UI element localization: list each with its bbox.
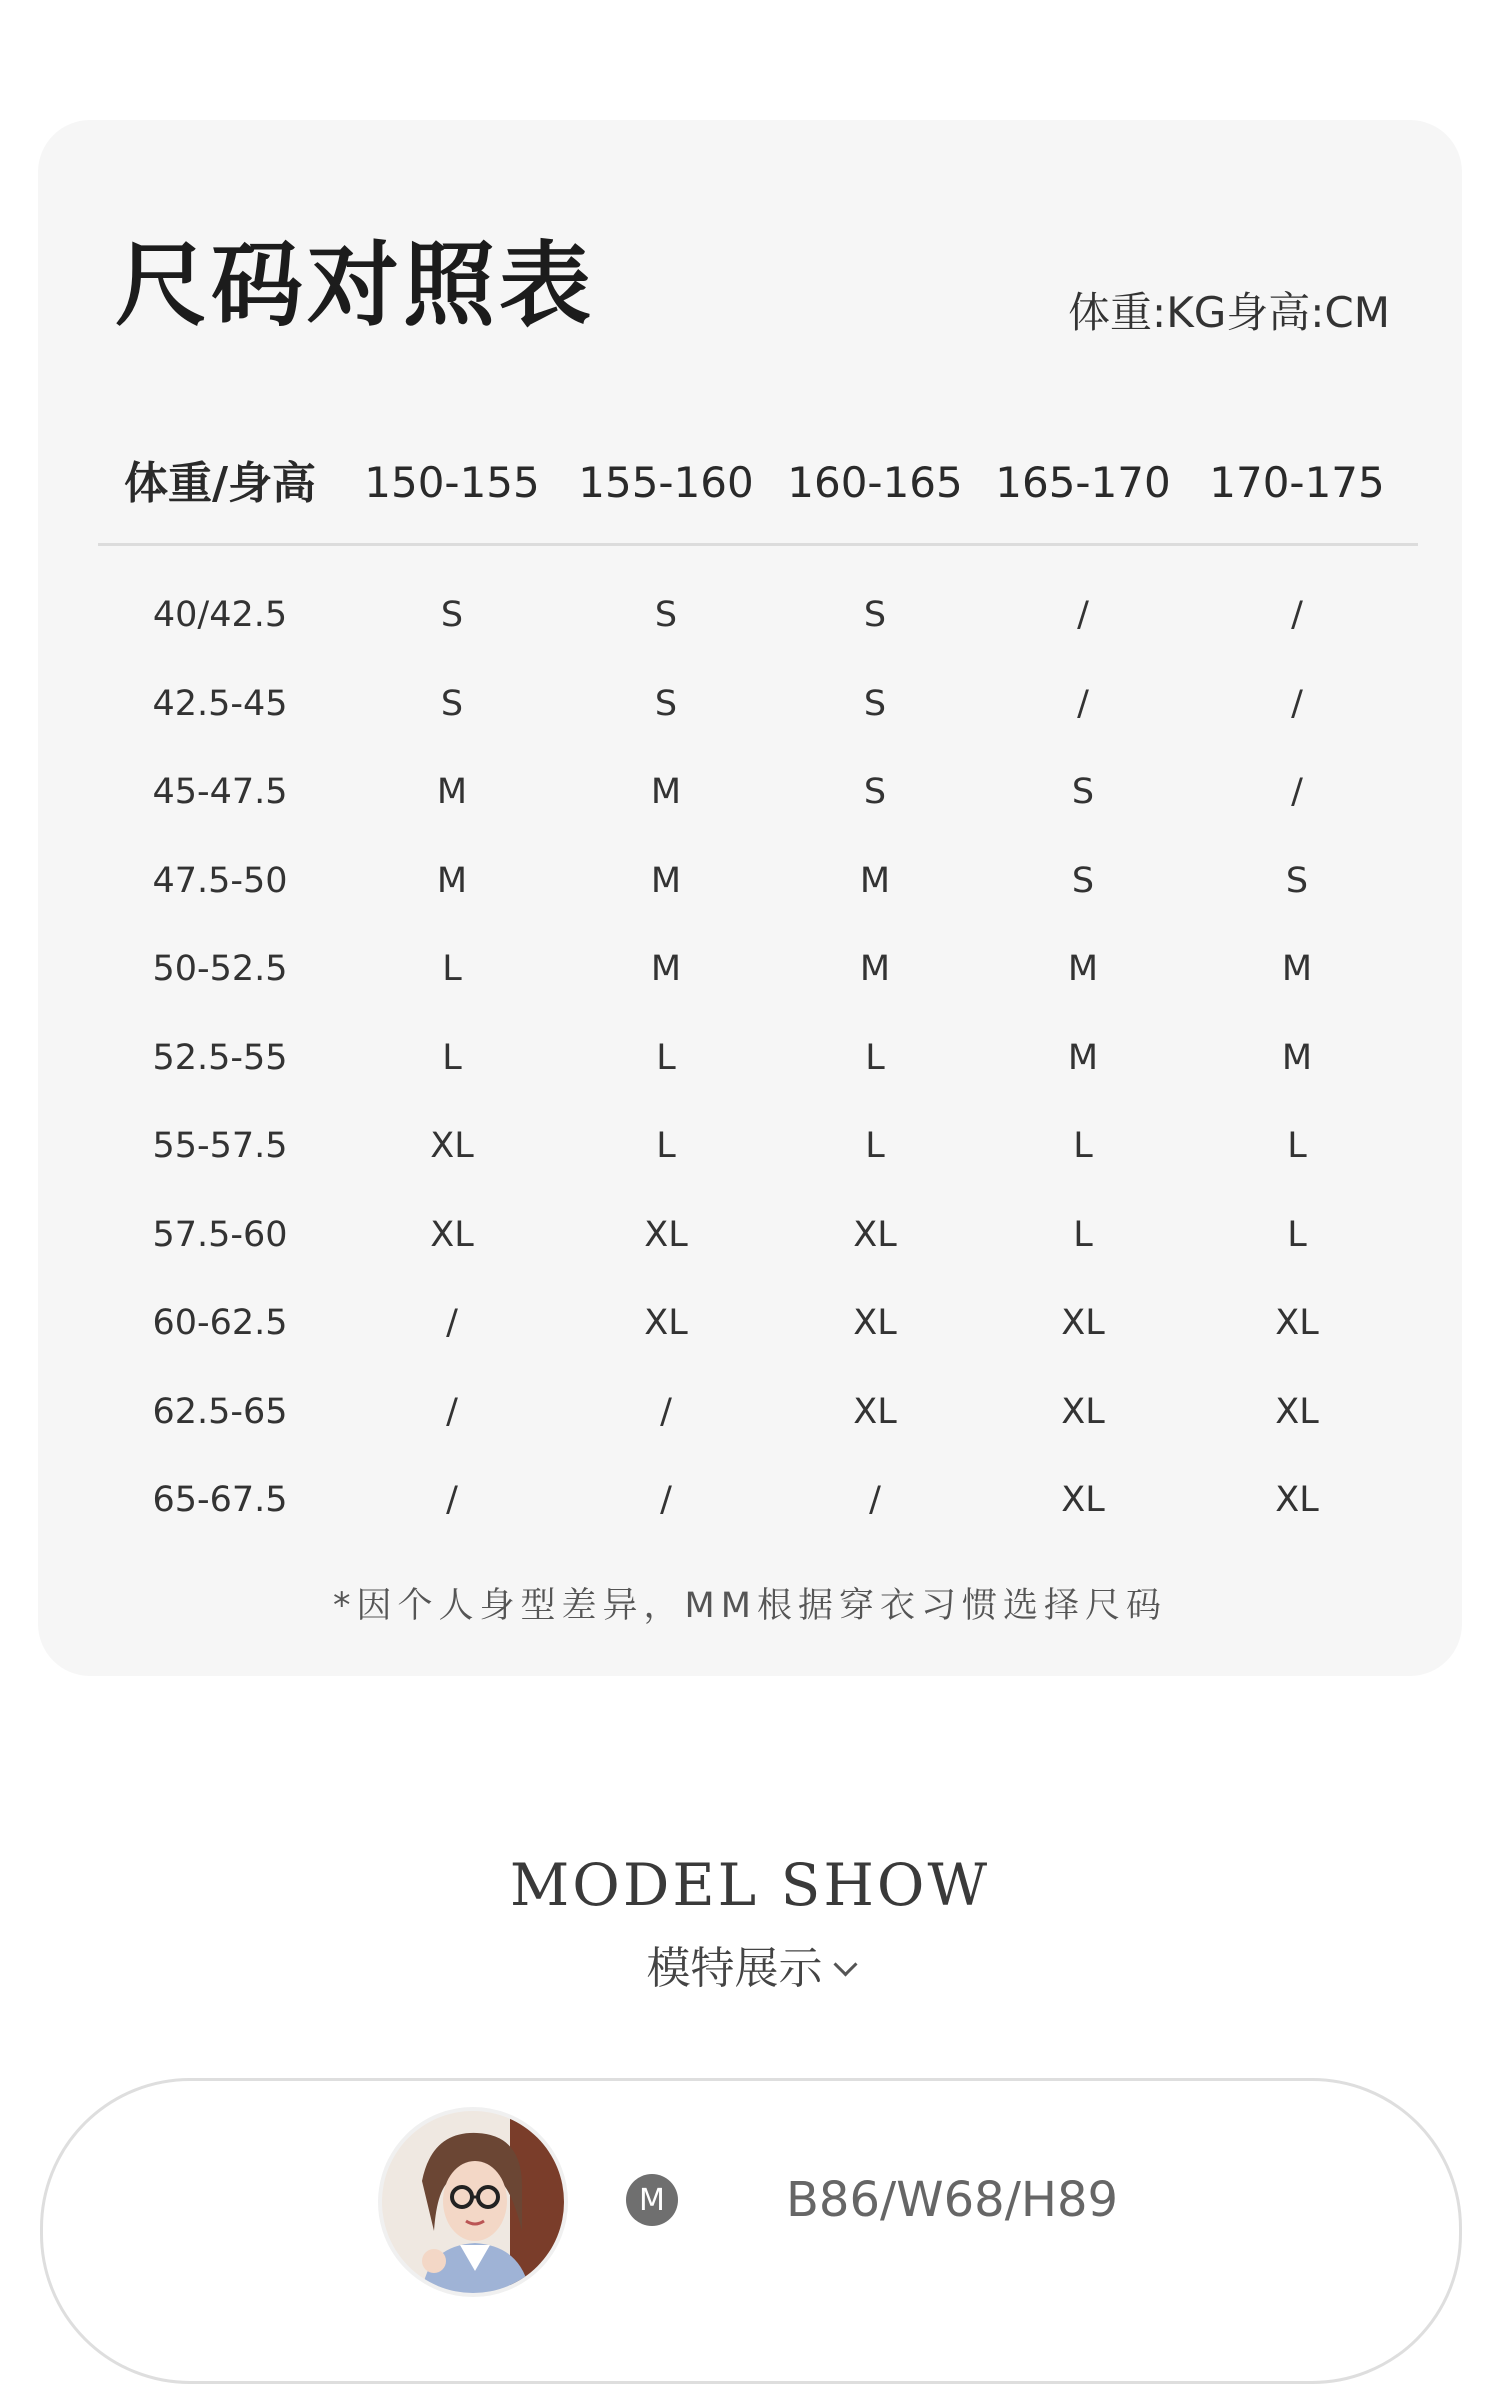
table-row: [0, 1214, 1500, 1268]
size-cell: XL: [430, 1126, 474, 1166]
size-cell: S: [654, 595, 678, 635]
size-cell: XL: [853, 1303, 897, 1343]
size-cell: S: [1285, 860, 1309, 901]
size-cell: L: [1287, 1126, 1307, 1166]
size-chart-title: 尺码对照表: [115, 232, 596, 339]
avatar: [378, 2107, 568, 2297]
table-row: [0, 1126, 1500, 1179]
weight-cell: 55-57.5: [152, 1126, 288, 1166]
size-cell: L: [442, 949, 462, 989]
header-cell: 150-155: [364, 458, 540, 507]
size-cell: M: [1067, 949, 1099, 989]
table-row: [0, 1480, 1500, 1533]
table-row: [0, 1303, 1500, 1356]
size-cell: M: [650, 949, 682, 989]
table-row: [0, 595, 1500, 648]
size-cell: XL: [1061, 1391, 1105, 1432]
size-cell: /: [869, 1480, 881, 1520]
header-cell: 155-160: [578, 458, 754, 507]
size-cell: M: [1281, 1037, 1313, 1078]
table-row: [0, 949, 1500, 1002]
model-show-subtitle[interactable]: [0, 1943, 1500, 1994]
table-row: [0, 683, 1500, 737]
size-cell: M: [650, 860, 682, 901]
size-cell: M: [1067, 1037, 1099, 1078]
model-info-card: [40, 2078, 1462, 2384]
table-row: [0, 1391, 1500, 1445]
weight-cell: 47.5-50: [152, 860, 288, 901]
size-cell: /: [660, 1391, 672, 1432]
size-cell: L: [656, 1037, 676, 1078]
size-cell: L: [656, 1126, 676, 1166]
size-cell: L: [865, 1037, 885, 1078]
size-cell: M: [436, 860, 468, 901]
size-cell: XL: [853, 1214, 897, 1255]
model-portrait-icon: [382, 2111, 564, 2293]
weight-cell: 65-67.5: [152, 1480, 288, 1520]
size-cell: /: [1291, 595, 1303, 635]
weight-cell: 45-47.5: [152, 772, 288, 812]
size-cell: S: [440, 595, 464, 635]
table-row: [0, 1037, 1500, 1091]
size-cell: S: [863, 772, 887, 812]
chevron-down-icon: [833, 1952, 857, 1976]
size-cell: /: [446, 1480, 458, 1520]
size-cell: /: [1291, 772, 1303, 812]
size-cell: /: [446, 1303, 458, 1343]
size-cell: L: [1073, 1126, 1093, 1166]
size-cell: M: [859, 860, 891, 901]
header-cell: 160-165: [787, 458, 963, 507]
weight-cell: 50-52.5: [152, 949, 288, 989]
table-divider: [98, 543, 1418, 546]
size-cell: M: [650, 772, 682, 812]
weight-cell: 52.5-55: [152, 1037, 288, 1078]
size-cell: XL: [1275, 1303, 1319, 1343]
weight-cell: 60-62.5: [152, 1303, 288, 1343]
model-show-subtitle-label: 模特展示: [646, 1943, 823, 1994]
size-cell: /: [1077, 683, 1089, 724]
size-cell: /: [446, 1391, 458, 1432]
size-footnote: *因个人身型差异，MM根据穿衣习惯选择尺码: [333, 1586, 1167, 1626]
size-cell: M: [436, 772, 468, 812]
table-header: [0, 458, 1500, 512]
size-cell: M: [859, 949, 891, 989]
size-badge: M: [626, 2174, 678, 2226]
size-cell: L: [1287, 1214, 1307, 1255]
size-cell: S: [1071, 860, 1095, 901]
size-cell: XL: [1061, 1480, 1105, 1520]
size-cell: XL: [1275, 1480, 1319, 1520]
size-cell: XL: [1061, 1303, 1105, 1343]
size-cell: M: [1281, 949, 1313, 989]
size-cell: /: [660, 1480, 672, 1520]
size-cell: XL: [430, 1214, 474, 1255]
size-cell: XL: [644, 1214, 688, 1255]
size-cell: XL: [853, 1391, 897, 1432]
model-measurements: B86/W68/H89: [786, 2172, 1119, 2228]
size-cell: S: [863, 683, 887, 724]
size-cell: /: [1077, 595, 1089, 635]
header-cell: 体重/身高: [123, 458, 317, 509]
size-cell: S: [1071, 772, 1095, 812]
size-cell: XL: [1275, 1391, 1319, 1432]
size-cell: S: [654, 683, 678, 724]
weight-cell: 42.5-45: [152, 683, 288, 724]
weight-cell: 62.5-65: [152, 1391, 288, 1432]
size-cell: S: [440, 683, 464, 724]
weight-cell: 57.5-60: [152, 1214, 288, 1255]
model-show-title: MODEL SHOW: [509, 1851, 991, 1919]
size-cell: L: [442, 1037, 462, 1078]
header-cell: 165-170: [995, 458, 1171, 507]
size-cell: L: [865, 1126, 885, 1166]
size-cell: /: [1291, 683, 1303, 724]
size-cell: S: [863, 595, 887, 635]
weight-cell: 40/42.5: [152, 595, 288, 635]
size-cell: XL: [644, 1303, 688, 1343]
unit-note: 体重:KG身高:CM: [1068, 288, 1390, 337]
table-row: [0, 772, 1500, 825]
size-cell: L: [1073, 1214, 1093, 1255]
header-cell: 170-175: [1209, 458, 1385, 507]
table-row: [0, 860, 1500, 914]
